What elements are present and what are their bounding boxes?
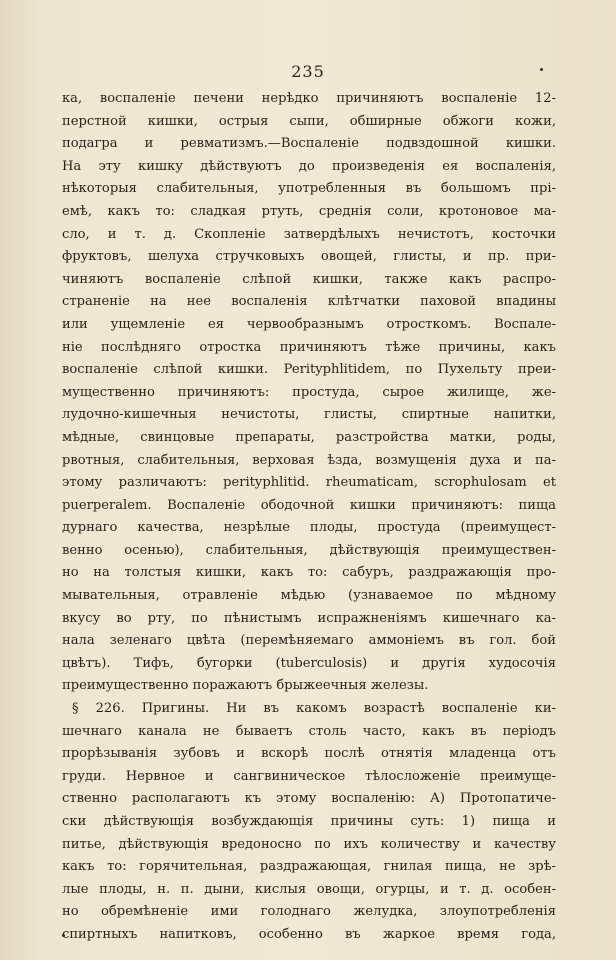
text-line: мывательныя, отравленіе мѣдью (узнаваемое по мѣдному [62, 588, 556, 604]
text-line: питье, дѣйствующія вредоносно по ихъ количеству и качеству [62, 836, 556, 852]
text-line: груди. Нервное и сангвиническое тѣлосложеніе преимуще- [62, 768, 556, 784]
text-line: цвѣтъ). Тифъ, бугорки (tuberculosis) и другія худосочія [62, 655, 556, 671]
text-line: лые плоды, н. п. дыни, кислыя овощи, огурцы, и т. д. особен- [62, 881, 556, 897]
text-line: спиртныхъ напитковъ, особенно въ жаркое время года, [62, 926, 556, 942]
text-line: этому различаютъ: perityphlitid. rheumaticam, scrophulosam et [62, 475, 556, 491]
text-line: прорѣзыванія зубовъ и вскорѣ послѣ отнятія младенца отъ [62, 746, 556, 762]
text-line: ка, воспаленіе печени нерѣдко причиняютъ воспаленіе 12- [62, 91, 556, 106]
text-line: дурнаго качества, незрѣлые плоды, простуда (преимущест- [62, 520, 556, 536]
ink-speck-top [540, 68, 543, 71]
text-line: рвотныя, слабительныя, верховая ѣзда, возмущенія духа и па- [62, 452, 556, 468]
text-line: puerperalem. Воспаленіе ободочной кишки причиняютъ: пища [62, 497, 556, 513]
text-line: мѣдные, свинцовые препараты, разстройства матки, роды, [62, 429, 556, 445]
text-line: ственно располагаютъ къ этому воспаленію: А) Протопатиче- [62, 791, 556, 807]
text-line: шечнаго канала не бываетъ столь часто, какъ въ періодъ [62, 723, 556, 739]
text-line: мущественно причиняютъ: простуда, сырое жилище, же- [62, 384, 556, 400]
text-line: емѣ, какъ то: сладкая ртуть, среднія соли, кротоновое ма- [62, 203, 556, 219]
text-line: сло, и т. д. Скопленіе затвердѣлыхъ нечистотъ, косточки [62, 226, 556, 242]
text-line: лудочно-кишечныя нечистоты, глисты, спиртные напитки, [62, 407, 556, 423]
text-line: страненіе на нее воспаленія клѣтчатки паховой впадины [62, 294, 556, 310]
text-line: ніе послѣдняго отростка причиняютъ тѣже причины, какъ [62, 339, 556, 355]
text-line: ски дѣйствующія возбуждающія причины суть: 1) пища и [62, 814, 556, 829]
text-line: но обремѣненіе ими голоднаго желудка, злоупотребленія [62, 904, 556, 920]
text-line: нѣкоторыя слабительныя, употребленныя въ большомъ прі- [62, 181, 556, 197]
text-line: преимущественно поражаютъ брыжеечныя железы. [62, 678, 429, 694]
body-text [62, 88, 556, 947]
text-line: воспаленіе слѣпой кишки. Perityphlitidem, по Пухельту преи- [62, 362, 556, 378]
text-line: чиняютъ воспаленіе слѣпой кишки, также какъ распро- [62, 271, 556, 287]
text-line: вкусу во рту, по пѣнистымъ испражненіямъ кишечнаго ка- [62, 610, 556, 626]
text-line: но на толстыя кишки, какъ то: сабуръ, раздражающія про- [62, 565, 556, 581]
text-line: фруктовъ, шелуха стручковыхъ овощей, глисты, и пр. при- [62, 249, 556, 265]
text-line: или ущемленіе ея червообразнымъ отросткомъ. Воспале- [62, 316, 556, 332]
text-line: венно осенью), слабительныя, дѣйствующія преимуществен- [62, 542, 556, 558]
text-line: подагра и ревматизмъ.—Воспаленіе подвздошной кишки. [62, 136, 556, 152]
text-line: § 226. Пригины. Ни въ какомъ возрастѣ воспаленіе ки- [72, 701, 556, 717]
text-line: какъ то: горячительная, раздражающая, гнилая пища, не зрѣ- [62, 859, 556, 875]
text-line: На эту кишку дѣйствуютъ до произведенія ея воспаленія, [62, 158, 556, 174]
page-number: 235 [291, 62, 325, 81]
text-line: перстной кишки, острыя сыпи, обширные обжоги кожи, [62, 113, 556, 129]
text-line: нала зеленаго цвѣта (перемѣняемаго аммоніемъ въ гол. бой [62, 633, 556, 649]
